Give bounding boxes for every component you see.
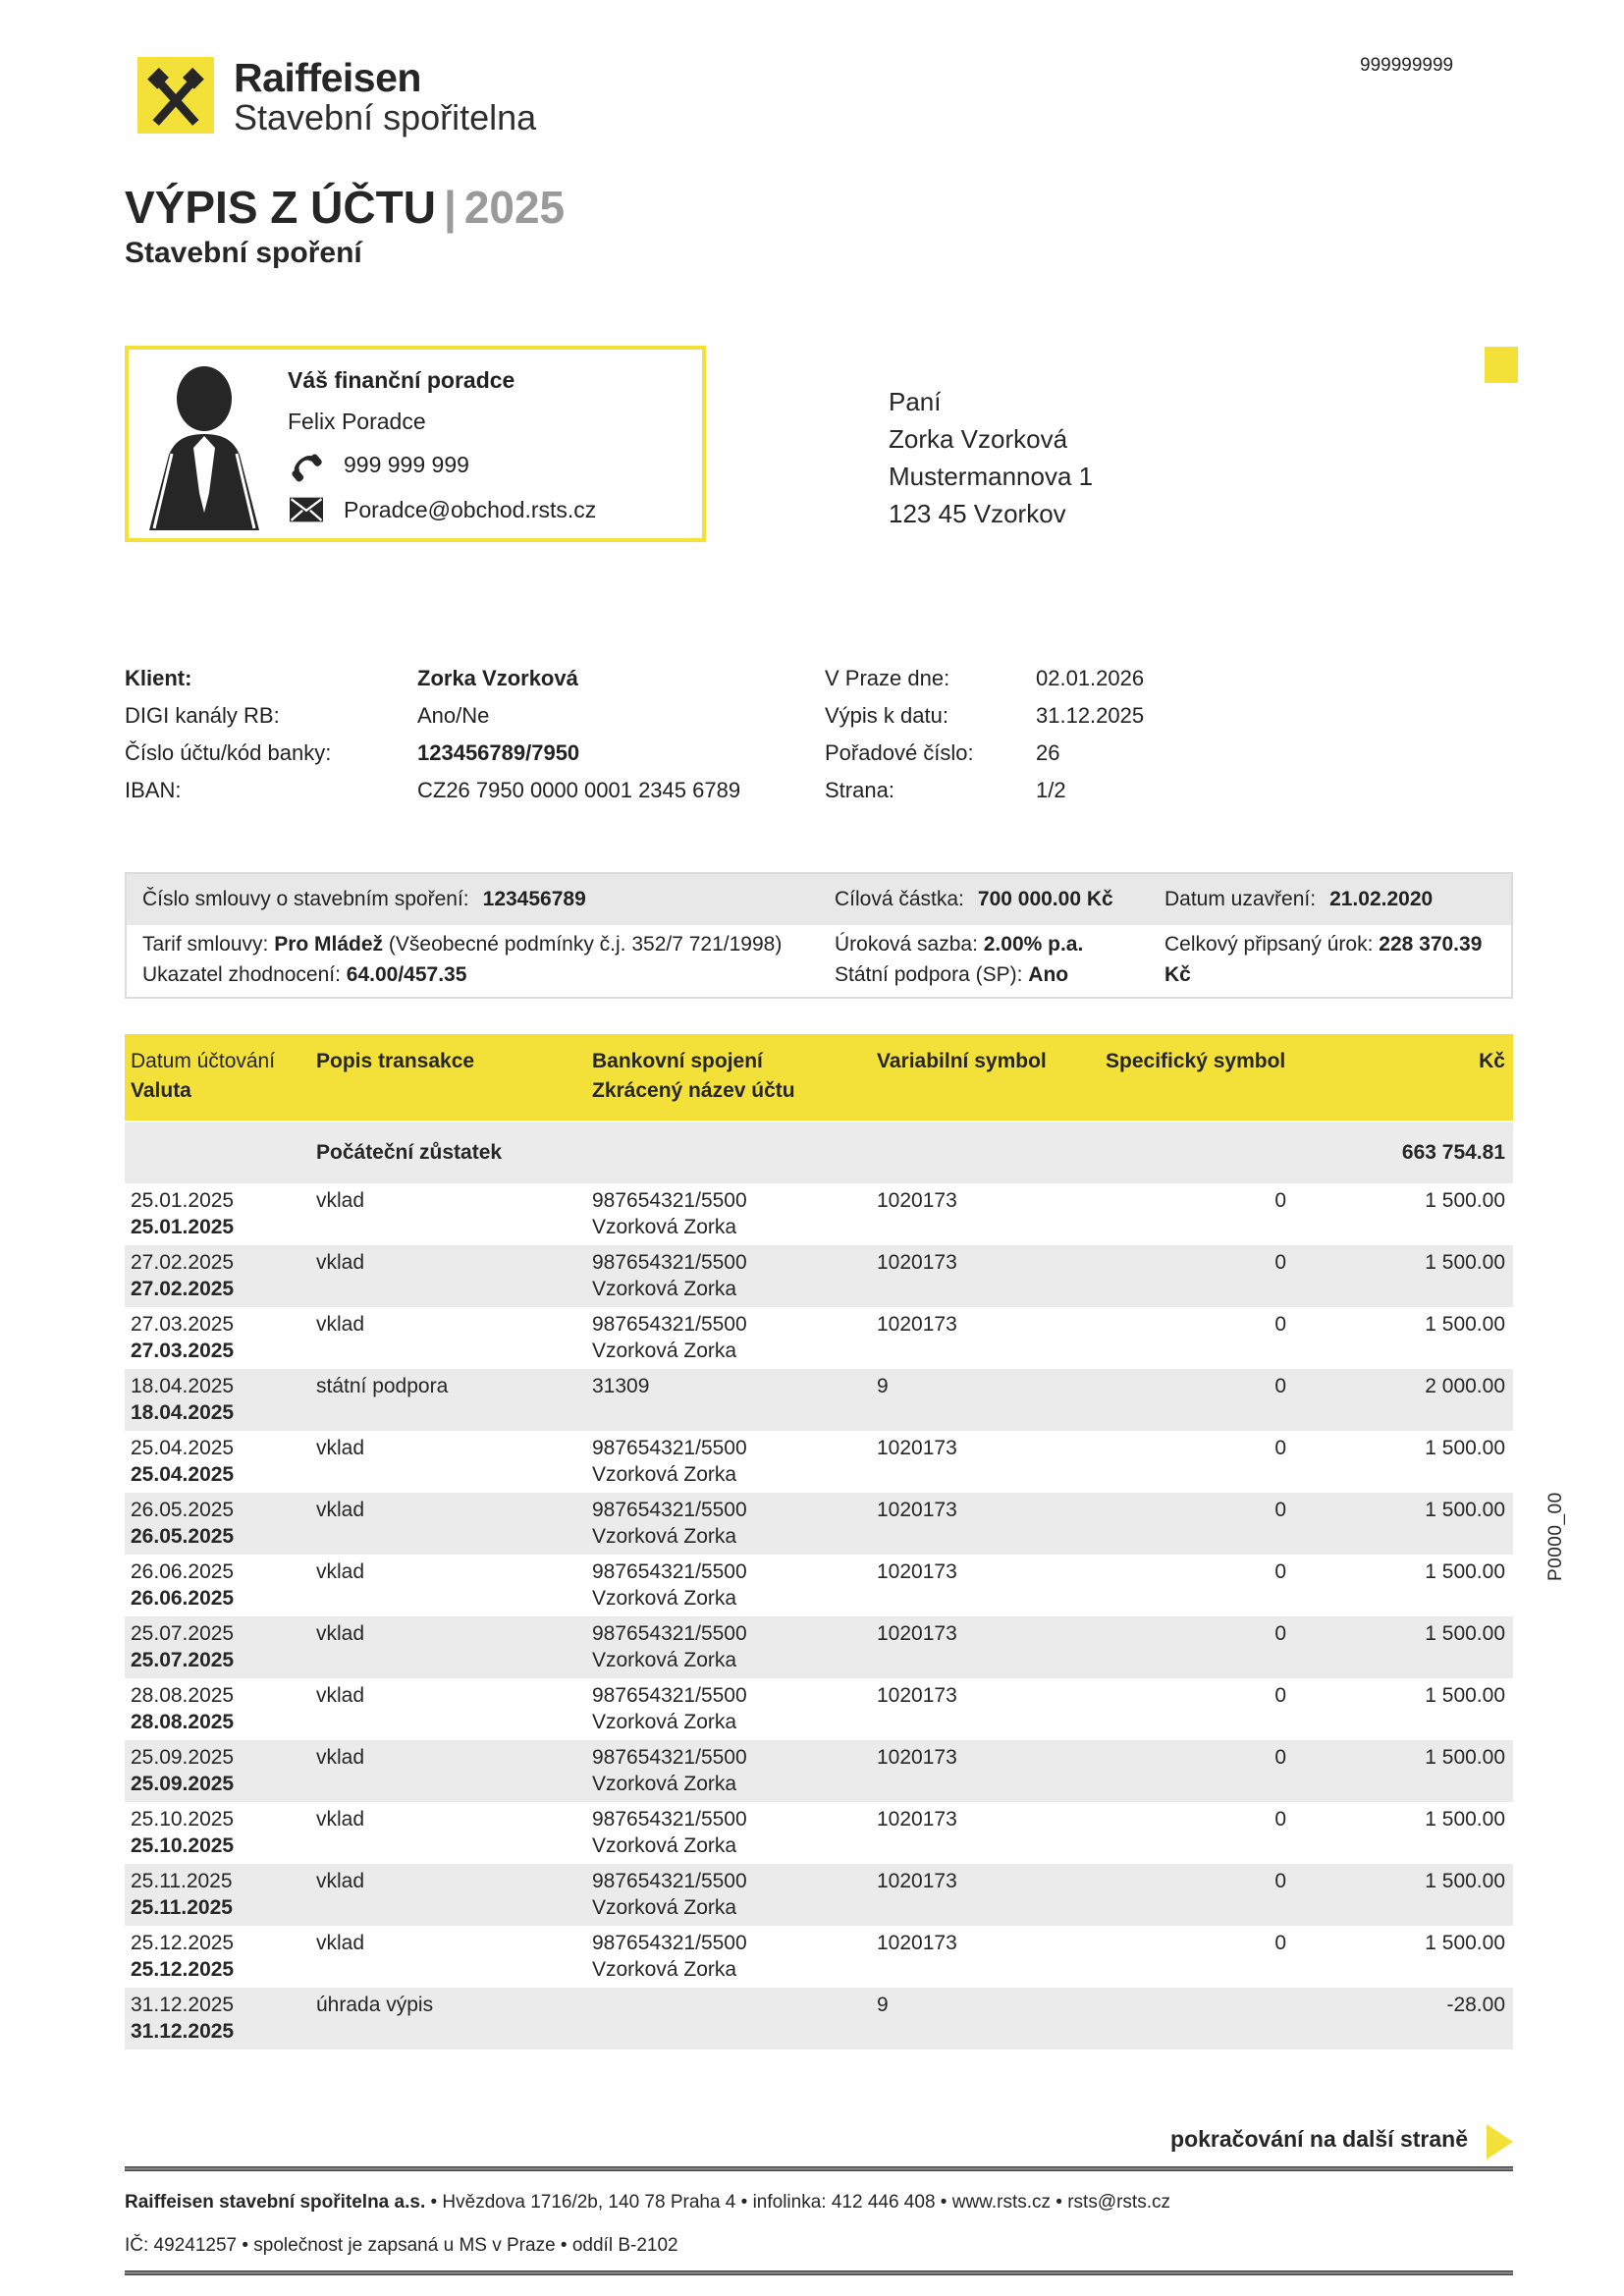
tx-date-cell — [131, 1435, 316, 1493]
person-icon — [142, 363, 266, 530]
tx-date-cell — [131, 1558, 316, 1616]
tx-amount: 1 500.00 — [1425, 1684, 1505, 1707]
financial-advisor-card — [125, 346, 706, 542]
brand-name: Raiffeisen — [234, 55, 421, 100]
tx-amount: 1 500.00 — [1425, 1313, 1505, 1336]
tx-date-valuta: 25.07.2025 — [131, 1649, 235, 1671]
target-amount-label: Cílová částka: — [835, 888, 964, 910]
tx-date-booking: 25.12.2025 — [131, 1932, 235, 1954]
tx-bank-cell — [592, 1187, 877, 1245]
valuation-label: Ukazatel zhodnocení: — [142, 963, 347, 986]
tx-date-valuta: 26.06.2025 — [131, 1587, 235, 1610]
valuation-value: 64.00/457.35 — [346, 963, 467, 986]
header-bank-connection: Bankovní spojení — [592, 1050, 763, 1072]
tx-bank-cell — [592, 1435, 877, 1493]
opening-balance-label: Počáteční zůstatek — [316, 1141, 503, 1164]
form-code-vertical: P0000_00 — [1545, 1492, 1566, 1581]
tx-account-name: Vzorková Zorka — [592, 1216, 737, 1238]
target-amount-value: 700 000.00 Kč — [977, 888, 1113, 910]
statement-title-block — [125, 183, 565, 270]
tx-bank-account: 987654321/5500 — [592, 1684, 747, 1707]
tx-date-valuta: 27.02.2025 — [131, 1278, 235, 1300]
tx-date-cell — [131, 1311, 316, 1369]
tx-variable-symbol: 1020173 — [877, 1622, 957, 1645]
tx-account-name: Vzorková Zorka — [592, 1649, 737, 1671]
table-row — [125, 1431, 1513, 1493]
tx-specific-symbol: 0 — [1274, 1684, 1286, 1707]
tx-description: vklad — [316, 1313, 365, 1336]
recipient-city: 123 45 Vzorkov — [889, 499, 1066, 528]
client-label: Klient: — [125, 666, 192, 690]
client-info-left — [125, 660, 740, 809]
table-row — [125, 1493, 1513, 1555]
header-variable-symbol: Variabilní symbol — [877, 1050, 1047, 1072]
tx-bank-cell — [592, 1558, 877, 1616]
tx-bank-account: 31309 — [592, 1375, 650, 1397]
tx-specific-symbol: 0 — [1274, 1313, 1286, 1336]
tx-amount: 1 500.00 — [1425, 1499, 1505, 1521]
statement-info-row — [825, 660, 1144, 697]
arrow-right-triangle-icon — [1487, 2124, 1513, 2159]
statement-info-label: V Praze dne: — [825, 666, 950, 690]
tx-date-cell — [131, 1187, 316, 1245]
state-support-line — [835, 959, 1083, 990]
tariff-cell — [142, 929, 782, 990]
table-row — [125, 1678, 1513, 1740]
client-label: Číslo účtu/kód banky: — [125, 740, 332, 765]
page-title — [125, 183, 565, 232]
tx-date-cell — [131, 1249, 316, 1307]
header-amount: Kč — [1479, 1050, 1505, 1072]
tx-account-name: Vzorková Zorka — [592, 1525, 737, 1548]
tx-variable-symbol: 1020173 — [877, 1189, 957, 1212]
contract-row-bottom — [127, 925, 1511, 997]
header-description: Popis transakce — [316, 1050, 475, 1072]
header-date-booking: Datum účtování — [131, 1050, 276, 1072]
statement-info-row — [825, 772, 1144, 809]
tx-amount: 1 500.00 — [1425, 1189, 1505, 1212]
tx-amount: 1 500.00 — [1425, 1870, 1505, 1892]
tx-amount: 1 500.00 — [1425, 1437, 1505, 1459]
tx-bank-cell — [592, 1868, 877, 1926]
contract-date-value: 21.02.2020 — [1329, 888, 1434, 910]
title-text: VÝPIS Z ÚČTU — [125, 182, 436, 233]
advisor-name: Felix Poradce — [288, 409, 426, 434]
tx-date-booking: 27.02.2025 — [131, 1251, 235, 1274]
tx-specific-symbol: 0 — [1274, 1375, 1286, 1397]
client-label: IBAN: — [125, 778, 182, 802]
tx-account-name: Vzorková Zorka — [592, 1463, 737, 1486]
tx-account-name: Vzorková Zorka — [592, 1711, 737, 1733]
client-value: 123456789/7950 — [417, 740, 580, 765]
tx-description: vklad — [316, 1560, 365, 1583]
tx-specific-symbol: 0 — [1274, 1932, 1286, 1954]
tx-account-name: Vzorková Zorka — [592, 1339, 737, 1362]
tx-description: vklad — [316, 1870, 365, 1892]
table-header — [125, 1034, 1513, 1121]
client-value: Ano/Ne — [417, 703, 490, 728]
tx-variable-symbol: 1020173 — [877, 1499, 957, 1521]
interest-rate-label: Úroková sazba: — [835, 933, 984, 956]
tx-bank-account: 987654321/5500 — [592, 1189, 747, 1212]
state-support-label: Státní podpora (SP): — [835, 963, 1029, 986]
tx-bank-account: 987654321/5500 — [592, 1808, 747, 1831]
statement-info-value: 26 — [1036, 740, 1060, 765]
transaction-table — [125, 1034, 1513, 2050]
table-row — [125, 1988, 1513, 2050]
tx-bank-account: 987654321/5500 — [592, 1313, 747, 1336]
tx-variable-symbol: 9 — [877, 1375, 889, 1397]
tx-variable-symbol: 1020173 — [877, 1932, 957, 1954]
tx-date-valuta: 25.09.2025 — [131, 1773, 235, 1795]
yellow-square-marker — [1485, 347, 1518, 383]
tx-bank-account: 987654321/5500 — [592, 1622, 747, 1645]
valuation-line — [142, 959, 782, 990]
recipient-street: Mustermannova 1 — [889, 462, 1094, 491]
tx-variable-symbol: 1020173 — [877, 1684, 957, 1707]
table-row — [125, 1864, 1513, 1926]
table-row — [125, 1307, 1513, 1369]
tx-amount: 2 000.00 — [1425, 1375, 1505, 1397]
client-row — [125, 735, 740, 772]
tx-account-name: Vzorková Zorka — [592, 1896, 737, 1919]
envelope-icon — [290, 497, 323, 522]
tx-amount: 1 500.00 — [1425, 1746, 1505, 1769]
tx-bank-account: 987654321/5500 — [592, 1437, 747, 1459]
footer-divider-top — [125, 2166, 1513, 2171]
tx-specific-symbol: 0 — [1274, 1622, 1286, 1645]
tx-variable-symbol: 9 — [877, 1994, 889, 2016]
footer-company-name: Raiffeisen stavební spořitelna a.s. — [125, 2192, 426, 2213]
brand-logo — [137, 57, 536, 137]
footer-divider-bottom — [125, 2270, 1513, 2275]
footer-registration-line: IČ: 49241257 • společnost je zapsaná u MS v Praze • oddíl B-2102 — [125, 2235, 678, 2256]
continuation-note: pokračování na další straně — [1170, 2126, 1468, 2152]
header-date-valuta: Valuta — [131, 1079, 191, 1102]
tx-date-cell — [131, 1620, 316, 1678]
tx-description: vklad — [316, 1932, 365, 1954]
table-row — [125, 1616, 1513, 1678]
tx-account-name: Vzorková Zorka — [592, 1834, 737, 1857]
tx-date-booking: 25.04.2025 — [131, 1437, 235, 1459]
tx-bank-cell — [592, 1311, 877, 1369]
tx-date-valuta: 25.10.2025 — [131, 1834, 235, 1857]
gable-cross-icon — [137, 57, 214, 134]
table-row — [125, 1245, 1513, 1307]
tx-specific-symbol: 0 — [1274, 1251, 1286, 1274]
tx-specific-symbol: 0 — [1274, 1560, 1286, 1583]
target-amount-cell — [835, 874, 1113, 925]
total-interest-label: Celkový připsaný úrok: — [1164, 933, 1380, 956]
tx-description: vklad — [316, 1746, 365, 1769]
tx-amount: 1 500.00 — [1425, 1251, 1505, 1274]
tx-bank-account: 987654321/5500 — [592, 1251, 747, 1274]
table-row — [125, 1369, 1513, 1431]
table-row — [125, 1926, 1513, 1988]
total-interest-line — [1164, 929, 1511, 990]
tx-bank-account: 987654321/5500 — [592, 1499, 747, 1521]
interest-rate-line — [835, 929, 1083, 959]
interest-rate-value: 2.00% p.a. — [983, 933, 1084, 956]
tx-amount: 1 500.00 — [1425, 1560, 1505, 1583]
recipient-address — [889, 383, 1093, 532]
tx-variable-symbol: 1020173 — [877, 1746, 957, 1769]
tx-date-booking: 18.04.2025 — [131, 1375, 235, 1397]
tx-date-booking: 28.08.2025 — [131, 1684, 235, 1707]
tx-description: vklad — [316, 1189, 365, 1212]
tx-variable-symbol: 1020173 — [877, 1870, 957, 1892]
tx-bank-cell — [592, 1930, 877, 1988]
contract-number-label: Číslo smlouvy o stavebním spoření: — [142, 888, 469, 910]
tx-date-cell — [131, 1373, 316, 1431]
tx-date-booking: 25.07.2025 — [131, 1622, 235, 1645]
tx-date-cell — [131, 1868, 316, 1926]
tx-bank-account: 987654321/5500 — [592, 1932, 747, 1954]
header-bank — [592, 1047, 877, 1121]
tariff-line — [142, 929, 782, 959]
statement-info-label: Výpis k datu: — [825, 703, 948, 728]
tx-variable-symbol: 1020173 — [877, 1808, 957, 1831]
tx-description: vklad — [316, 1251, 365, 1274]
opening-balance-spacer — [131, 1122, 316, 1183]
tx-date-valuta: 18.04.2025 — [131, 1401, 235, 1424]
advisor-heading: Váš finanční poradce — [288, 367, 515, 393]
statement-number: 999999999 — [1360, 55, 1454, 76]
statement-info-value: 1/2 — [1036, 778, 1066, 802]
statement-info-value: 02.01.2026 — [1036, 666, 1145, 690]
recipient-salutation: Paní — [889, 387, 942, 416]
tx-date-booking: 31.12.2025 — [131, 1994, 235, 2016]
tx-date-cell — [131, 1497, 316, 1555]
tx-specific-symbol: 0 — [1274, 1499, 1286, 1521]
tx-date-valuta: 25.01.2025 — [131, 1216, 235, 1238]
tx-date-valuta: 25.11.2025 — [131, 1896, 233, 1919]
tx-description: státní podpora — [316, 1375, 449, 1397]
tx-date-cell — [131, 1806, 316, 1864]
header-account-name: Zkrácený název účtu — [592, 1079, 795, 1102]
tariff-note: (Všeobecné podmínky č.j. 352/7 721/1998) — [383, 933, 783, 956]
table-row — [125, 1740, 1513, 1802]
tx-description: vklad — [316, 1437, 365, 1459]
tx-date-valuta: 26.05.2025 — [131, 1525, 235, 1548]
tx-bank-account: 987654321/5500 — [592, 1560, 747, 1583]
tx-account-name: Vzorková Zorka — [592, 1587, 737, 1610]
tx-variable-symbol: 1020173 — [877, 1437, 957, 1459]
tx-specific-symbol — [1106, 1992, 1286, 2050]
tx-bank-cell — [592, 1992, 877, 2050]
tx-date-booking: 25.10.2025 — [131, 1808, 235, 1831]
footer-company-line — [125, 2192, 1170, 2214]
tx-description: vklad — [316, 1499, 365, 1521]
advisor-email: Poradce@obchod.rsts.cz — [344, 497, 597, 522]
tx-date-valuta: 31.12.2025 — [131, 2020, 235, 2043]
recipient-name: Zorka Vzorková — [889, 424, 1068, 454]
tx-date-valuta: 25.04.2025 — [131, 1463, 235, 1486]
header-date — [131, 1047, 316, 1121]
tx-bank-account: 987654321/5500 — [592, 1870, 747, 1892]
client-label: DIGI kanály RB: — [125, 703, 280, 728]
title-year: 2025 — [463, 182, 566, 233]
advisor-phone: 999 999 999 — [344, 452, 469, 477]
tx-date-cell — [131, 1744, 316, 1802]
tx-date-booking: 25.01.2025 — [131, 1189, 235, 1212]
tx-specific-symbol: 0 — [1274, 1808, 1286, 1831]
transaction-rows — [125, 1183, 1513, 2050]
tariff-label: Tarif smlouvy: — [142, 933, 275, 956]
tariff-value: Pro Mládež — [274, 933, 384, 956]
contract-summary-box — [125, 872, 1513, 999]
tx-date-valuta: 25.12.2025 — [131, 1958, 235, 1981]
tx-date-cell — [131, 1930, 316, 1988]
tx-date-valuta: 27.03.2025 — [131, 1339, 235, 1362]
table-row — [125, 1183, 1513, 1245]
tx-amount: 1 500.00 — [1425, 1932, 1505, 1954]
tx-date-booking: 26.05.2025 — [131, 1499, 235, 1521]
tx-description: vklad — [316, 1684, 365, 1707]
client-row — [125, 660, 740, 697]
header-specific-symbol: Specifický symbol — [1106, 1050, 1286, 1072]
total-interest-value: 228 370.39 Kč — [1164, 933, 1483, 986]
tx-bank-cell — [592, 1249, 877, 1307]
opening-balance-row — [125, 1122, 1513, 1183]
tx-specific-symbol: 0 — [1274, 1437, 1286, 1459]
state-support-value: Ano — [1028, 963, 1069, 986]
tx-variable-symbol: 1020173 — [877, 1251, 957, 1274]
opening-balance-amount: 663 754.81 — [1401, 1141, 1505, 1164]
tx-specific-symbol: 0 — [1274, 1746, 1286, 1769]
tx-specific-symbol: 0 — [1274, 1189, 1286, 1212]
tx-account-name: Vzorková Zorka — [592, 1773, 737, 1795]
client-value: CZ26 7950 0000 0001 2345 6789 — [417, 778, 741, 802]
statement-info-row — [825, 697, 1144, 735]
client-row — [125, 772, 740, 809]
tx-date-valuta: 28.08.2025 — [131, 1711, 235, 1733]
tx-variable-symbol: 1020173 — [877, 1313, 957, 1336]
table-row — [125, 1555, 1513, 1616]
tx-account-name: Vzorková Zorka — [592, 1278, 737, 1300]
tx-date-booking: 26.06.2025 — [131, 1560, 235, 1583]
contract-row-top — [127, 874, 1511, 925]
tx-bank-cell — [592, 1373, 877, 1431]
brand-wordmark — [234, 57, 536, 137]
table-row — [125, 1802, 1513, 1864]
tx-description: úhrada výpis — [316, 1994, 434, 2016]
tx-bank-cell — [592, 1682, 877, 1740]
tx-date-cell — [131, 1682, 316, 1740]
brand-subname: Stavební spořitelna — [234, 97, 537, 137]
total-interest-cell — [1164, 929, 1511, 990]
phone-receiver-icon — [289, 448, 324, 483]
tx-bank-cell — [592, 1497, 877, 1555]
statement-info-value: 31.12.2025 — [1036, 703, 1145, 728]
tx-bank-cell — [592, 1806, 877, 1864]
tx-specific-symbol: 0 — [1274, 1870, 1286, 1892]
client-row — [125, 697, 740, 735]
statement-info-row — [825, 735, 1144, 772]
tx-date-cell — [131, 1992, 316, 2050]
tx-bank-cell — [592, 1744, 877, 1802]
tx-account-name: Vzorková Zorka — [592, 1958, 737, 1981]
tx-description: vklad — [316, 1622, 365, 1645]
contract-date-label: Datum uzavření: — [1164, 888, 1317, 910]
statement-info-label: Strana: — [825, 778, 894, 802]
tx-amount: 1 500.00 — [1425, 1808, 1505, 1831]
footer-company-details: • Hvězdova 1716/2b, 140 78 Praha 4 • infolinka: 412 446 408 • www.rsts.cz • rsts@rsts.cz — [425, 2192, 1170, 2213]
statement-info-right — [825, 660, 1144, 809]
contract-number-value: 123456789 — [482, 888, 586, 910]
title-separator: | — [443, 182, 457, 233]
tx-date-booking: 25.11.2025 — [131, 1870, 233, 1892]
tx-amount: 1 500.00 — [1425, 1622, 1505, 1645]
tx-amount: -28.00 — [1446, 1994, 1505, 2016]
tx-date-booking: 27.03.2025 — [131, 1313, 235, 1336]
tx-bank-cell — [592, 1620, 877, 1678]
tx-date-booking: 25.09.2025 — [131, 1746, 235, 1769]
tx-variable-symbol: 1020173 — [877, 1560, 957, 1583]
statement-info-label: Pořadové číslo: — [825, 740, 974, 765]
client-value: Zorka Vzorková — [417, 666, 578, 690]
contract-number-cell — [142, 874, 586, 925]
interest-cell — [835, 929, 1083, 990]
contract-date-cell — [1164, 874, 1433, 925]
tx-bank-account: 987654321/5500 — [592, 1746, 747, 1769]
tx-description: vklad — [316, 1808, 365, 1831]
page-subtitle: Stavební spoření — [125, 237, 362, 269]
